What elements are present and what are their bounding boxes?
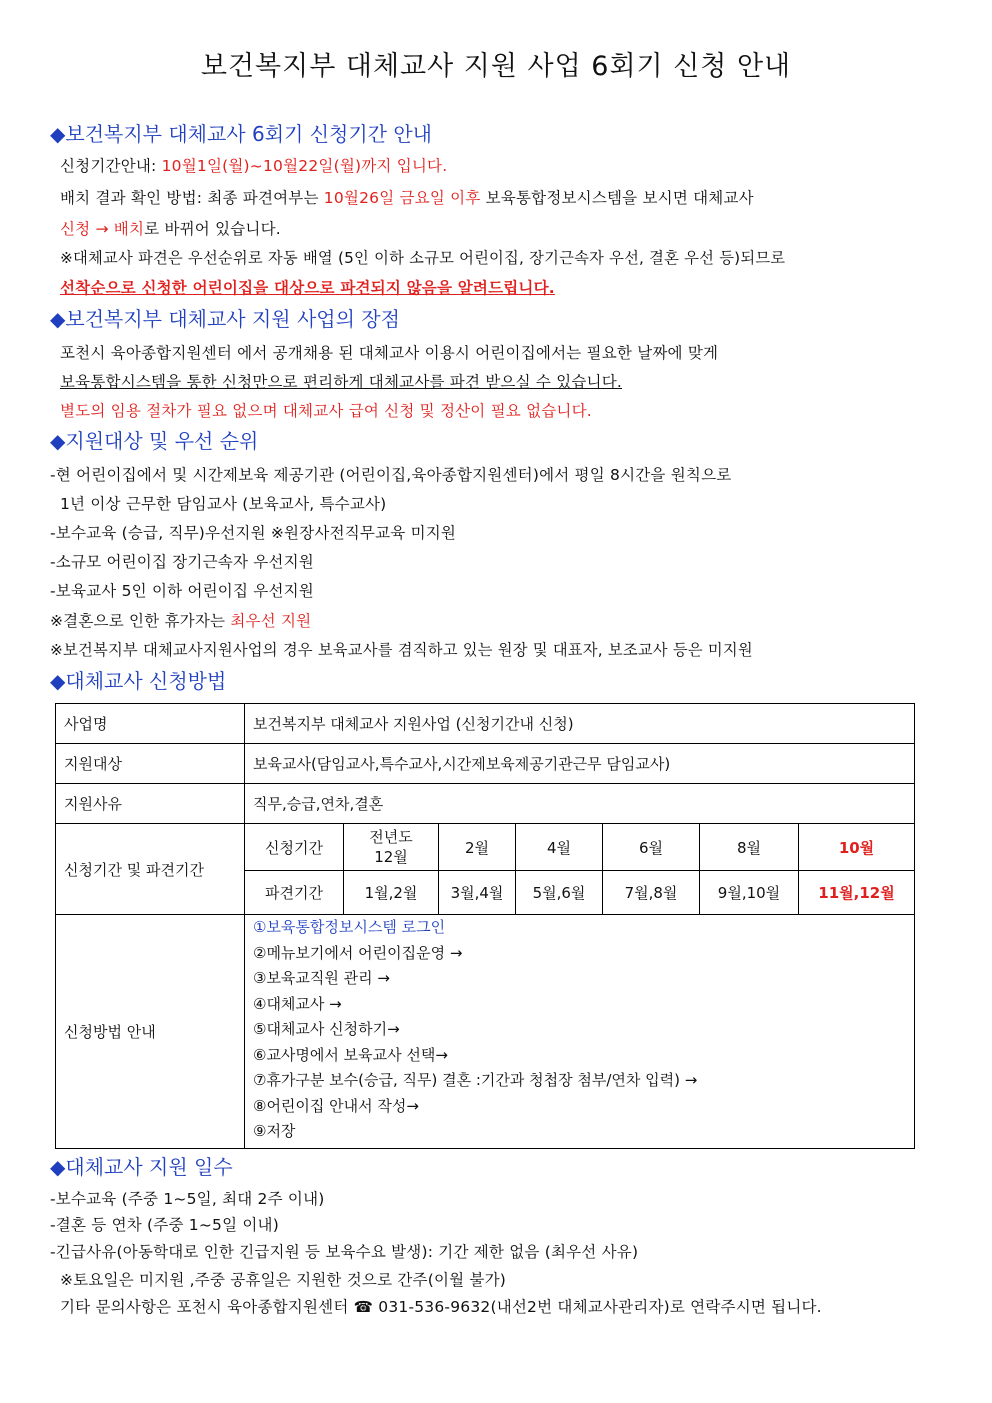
step-item: ④대체교사 → [253,994,342,1013]
eligibility-line-2: 1년 이상 근무한 담임교사 (보육교사, 특수교사) [60,495,387,513]
period-line [60,154,447,176]
table-row [56,744,915,784]
warning-note: 선착순으로 신청한 어린이집을 대상으로 파견되지 않음을 알려드립니다. [60,279,555,297]
contact-line: 기타 문의사항은 포천시 육아종합지원센터 ☎ 031-536-9632(내선2번 대체교사관리자)로 연락주시면 됩니다. [60,1298,822,1316]
status-line [60,217,281,239]
section-heading-benefits [50,303,400,332]
eligibility-line-1: -현 어린이집에서 및 시간제보육 제공기관 (어린이집,육아종합지원센터)에서 평일 8시간을 원칙으로 [50,466,732,484]
benefit-line-3: 별도의 임용 절차가 필요 없으며 대체교사 급여 신청 및 정산이 필요 없습니다. [60,402,592,420]
table-row [56,784,915,824]
apply-month: 전년도 12월 [344,824,439,871]
dispatch-month-current: 11월,12월 [799,871,915,915]
dispatch-month: 7월,8월 [603,871,700,915]
section-heading-text: 대체교사 신청방법 [65,669,227,693]
application-table [55,703,915,1149]
status-change: 신청 → 배치 [60,220,145,238]
step-item: ⑨저장 [253,1122,296,1140]
days-line-2: -결혼 등 연차 (주중 1~5일 이내) [50,1216,279,1234]
diamond-icon: ◆ [50,669,66,693]
table-row [56,704,915,744]
diamond-icon: ◆ [50,122,66,146]
step-item: ③보육교직원 관리 → [253,969,390,987]
period-dates: 10월1일(월)~10월22일(월)까지 입니다. [161,157,448,175]
row-value: 보육교사(담임교사,특수교사,시간제보육제공기관근무 담임교사) [245,744,915,784]
days-line-3: -긴급사유(아동학대로 인한 긴급지원 등 보육수요 발생): 기간 제한 없음 (최우선 사유) [50,1243,639,1261]
text: 배치 결과 확인 방법: 최종 파견여부는 [60,189,324,207]
result-date: 10월26일 금요일 이후 [323,189,481,207]
apply-month: 4월 [516,824,603,871]
eligibility-line-7: ※보건복지부 대체교사지원사업의 경우 보육교사를 겸직하고 있는 원장 및 대표자, 보조교사 등은 미지원 [50,641,753,659]
dispatch-label: 파견기간 [245,871,344,915]
apply-month: 8월 [700,824,799,871]
dispatch-month: 9월,10월 [700,871,799,915]
benefit-line-1: 포천시 육아종합지원센터 에서 공개채용 된 대체교사 이용시 어린이집에서는 필요한 날짜에 맞게 [60,344,719,362]
dispatch-month: 3월,4월 [439,871,516,915]
step-item: ②메뉴보기에서 어린이집운영 → [253,943,463,962]
diamond-icon: ◆ [50,307,66,331]
benefit-line-2: 보육통합시스템을 통한 신청만으로 편리하게 대체교사를 파견 받으실 수 있습니다. [60,373,623,391]
row-label: 신청기간 및 파견기간 [56,824,245,915]
top-priority: 최우선 지원 [230,612,312,630]
page-title: 보건복지부 대체교사 지원 사업 6회기 신청 안내 [200,51,792,82]
step-item: ⑦휴가구분 보수(승급, 직무) 결혼 :기간과 청첩장 첨부/연차 입력) → [253,1071,698,1089]
row-label: 지원대상 [56,744,245,784]
days-line-1: -보수교육 (주중 1~5일, 최대 2주 이내) [50,1190,325,1208]
table-row [56,915,915,1149]
apply-month-current: 10월 [799,824,915,871]
text: ※결혼으로 인한 휴가자는 [50,612,231,630]
apply-month: 2월 [439,824,516,871]
section-heading-method [50,665,226,694]
result-line [60,186,754,208]
step-item: ⑥교사명에서 보육교사 선택→ [253,1045,448,1064]
step-item: ⑤대체교사 신청하기→ [253,1020,400,1038]
row-label: 사업명 [56,704,245,744]
eligibility-line-5: -보육교사 5인 이하 어린이집 우선지원 [50,582,314,600]
apply-month: 6월 [603,824,700,871]
method-steps [245,915,915,1149]
text: 신청기간안내: [60,157,162,175]
text: 보육통합정보시스템을 보시면 대체교사 [480,189,754,207]
step-item: ⑧어린이집 안내서 작성→ [253,1096,419,1115]
section-heading-period [50,118,432,147]
eligibility-line-4: -소규모 어린이집 장기근속자 우선지원 [50,553,314,571]
row-label: 지원사유 [56,784,245,824]
row-value: 직무,승급,연차,결혼 [245,784,915,824]
section-heading-days [50,1151,233,1180]
section-heading-text: 지원대상 및 우선 순위 [65,429,259,453]
dispatch-month: 5월,6월 [516,871,603,915]
row-label: 신청방법 안내 [56,915,245,1149]
text: 로 바뀌어 있습니다. [144,220,281,238]
eligibility-line-3: -보수교육 (승급, 직무)우선지원 ※원장사전직무교육 미지원 [50,524,457,542]
dispatch-month: 1월,2월 [344,871,439,915]
section-heading-eligibility [50,425,258,454]
diamond-icon: ◆ [50,1155,66,1179]
eligibility-line-6 [50,609,311,631]
section-heading-text: 대체교사 지원 일수 [65,1155,233,1179]
step-item: ①보육통합정보시스템 로그인 [253,918,446,936]
row-value: 보건복지부 대체교사 지원사업 (신청기간내 신청) [245,704,915,744]
section-heading-text: 보건복지부 대체교사 6회기 신청기간 안내 [65,122,432,146]
apply-label: 신청기간 [245,824,344,871]
days-line-4: ※토요일은 미지원 ,주중 공휴일은 지원한 것으로 간주(이월 불가) [60,1271,507,1289]
section-heading-text: 보건복지부 대체교사 지원 사업의 장점 [65,307,400,331]
diamond-icon: ◆ [50,429,66,453]
table-row [56,824,915,871]
priority-note: ※대체교사 파견은 우선순위로 자동 배열 (5인 이하 소규모 어린이집, 장기근속자 우선, 결혼 우선 등)되므로 [60,249,786,267]
